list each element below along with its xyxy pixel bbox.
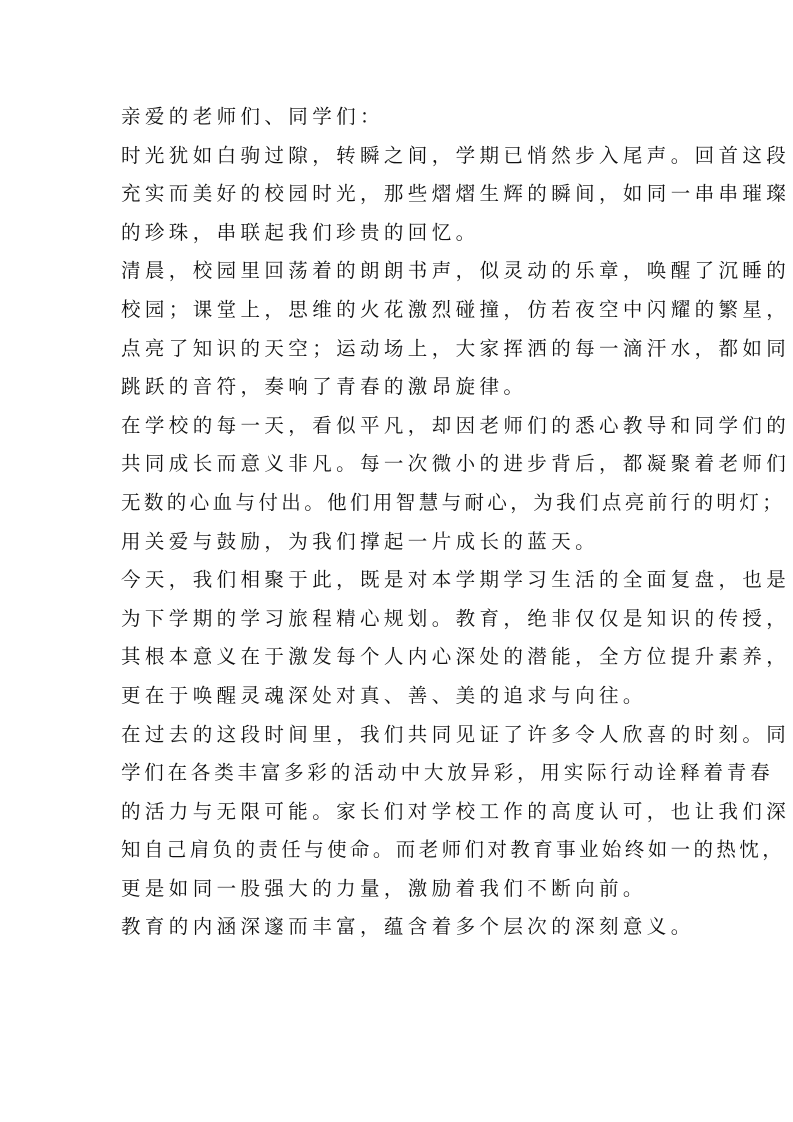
- paragraph-1: [121, 143, 791, 259]
- paragraph-line: 的珍珠，串联起我们珍贵的回忆。: [121, 220, 480, 244]
- paragraph-line: 时光犹如白驹过隙，转瞬之间，学期已悄然步入尾声。回首这段: [121, 143, 791, 167]
- paragraph-line: 跳跃的音符，奏响了青春的激昂旋律。: [121, 375, 528, 399]
- paragraph-4: [121, 567, 791, 721]
- paragraph-line: 知自己肩负的责任与使命。而老师们对教育事业始终如一的热忱，: [121, 838, 786, 862]
- document-page: [121, 104, 791, 953]
- paragraph-line: 在过去的这段时间里，我们共同见证了许多令人欣喜的时刻。同: [121, 722, 791, 746]
- paragraph-line: 充实而美好的校园时光，那些熠熠生辉的瞬间，如同一串串璀璨: [121, 182, 791, 206]
- paragraph-line: 为下学期的学习旅程精心规划。教育，绝非仅仅是知识的传授，: [121, 606, 791, 630]
- paragraph-line: 在学校的每一天，看似平凡，却因老师们的悉心教导和同学们的: [121, 413, 791, 437]
- paragraph-line: 共同成长而意义非凡。每一次微小的进步背后，都凝聚着老师们: [121, 452, 791, 476]
- paragraph-line: 校园；课堂上，思维的火花激烈碰撞，仿若夜空中闪耀的繁星，: [121, 297, 791, 321]
- paragraph-line: 教育的内涵深邃而丰富，蕴含着多个层次的深刻意义。: [121, 915, 695, 939]
- paragraph-line: 无数的心血与付出。他们用智慧与耐心，为我们点亮前行的明灯；: [121, 490, 786, 514]
- paragraph-line: 点亮了知识的天空；运动场上，大家挥洒的每一滴汗水，都如同: [121, 336, 791, 360]
- paragraph-line: 学们在各类丰富多彩的活动中大放异彩，用实际行动诠释着青春: [121, 761, 774, 785]
- paragraph-5: [121, 722, 791, 915]
- paragraph-2: [121, 258, 791, 412]
- paragraph-3: [121, 413, 791, 567]
- paragraph-6: [121, 914, 695, 953]
- paragraph-line: 更在于唤醒灵魂深处对真、善、美的追求与向往。: [121, 683, 647, 707]
- salutation: 亲爱的老师们、同学们：: [121, 105, 384, 128]
- paragraph-line: 今天，我们相聚于此，既是对本学期学习生活的全面复盘，也是: [121, 568, 791, 592]
- paragraph-line: 清晨，校园里回荡着的朗朗书声，似灵动的乐章，唤醒了沉睡的: [121, 259, 791, 283]
- paragraph-line: 更是如同一股强大的力量，激励着我们不断向前。: [121, 876, 647, 900]
- paragraph-line: 用关爱与鼓励，为我们撑起一片成长的蓝天。: [121, 529, 600, 553]
- paragraph-line: 其根本意义在于激发每个人内心深处的潜能，全方位提升素养，: [121, 645, 791, 669]
- paragraph-line: 的活力与无限可能。家长们对学校工作的高度认可，也让我们深: [121, 799, 791, 823]
